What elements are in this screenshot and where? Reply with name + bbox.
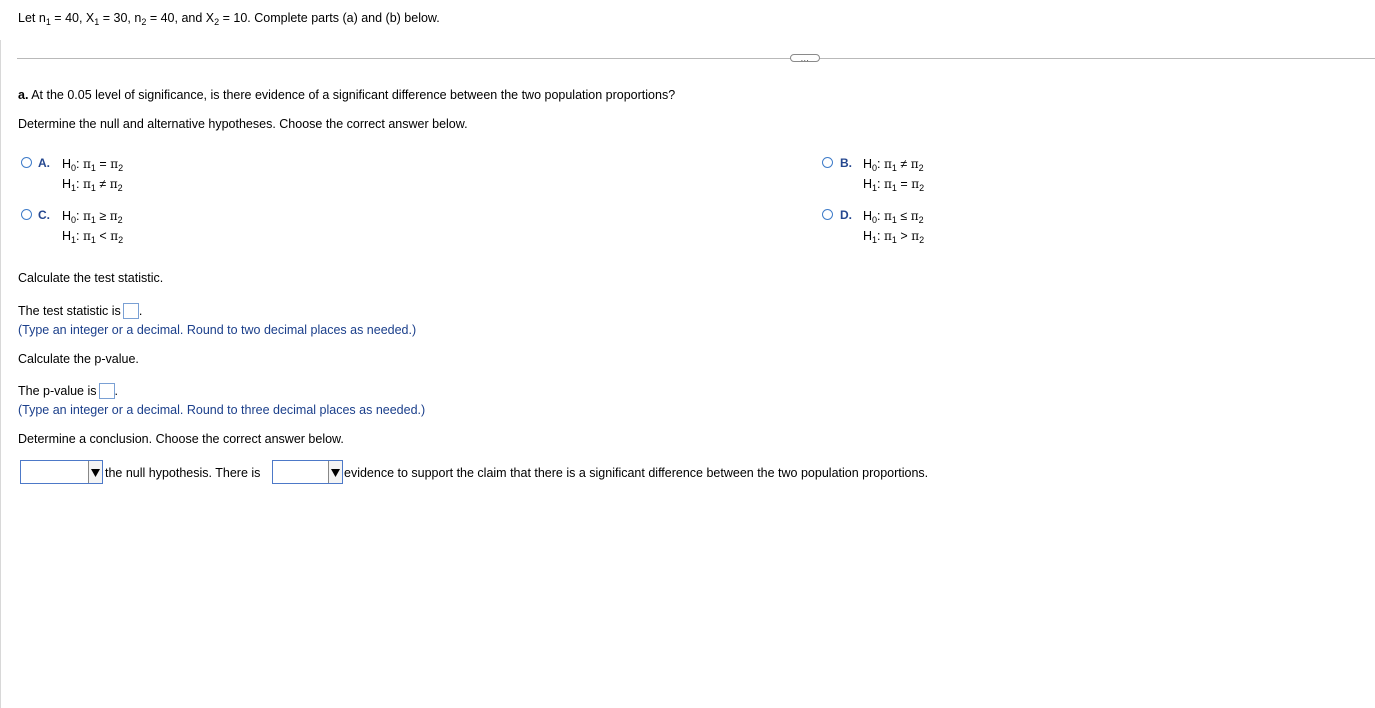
option-d-h0: $H_0$: $\pi_1 \le \pi_2$ (863, 209, 924, 225)
option-b-radio[interactable] (822, 157, 833, 168)
option-b-h1: $H_1$: $\pi_1 = \pi_2$ (863, 177, 925, 193)
option-a-h0: $H_0$: $\pi_1 = \pi_2$ (62, 157, 124, 173)
calc-p-value-label: Calculate the p-value. (18, 352, 139, 366)
problem-statement: Let $n_1 = 40$, $X_1 = 30$, $n_2 = 40$, and $X_2 = 10$. Complete parts (a) and (b) below. (18, 11, 440, 27)
test-stat-hint: (Type an integer or a decimal. Round to two decimal places as needed.) (18, 323, 417, 337)
option-c-h0: $H_0$: $\pi_1 \ge \pi_2$ (62, 209, 123, 225)
option-d-h1: $H_1$: $\pi_1 > \pi_2$ (863, 229, 925, 245)
option-a-radio[interactable] (21, 157, 32, 168)
test-stat-line: The test statistic is . (18, 304, 143, 318)
p-value-input[interactable] (99, 383, 115, 399)
option-d-radio[interactable] (822, 209, 833, 220)
p-value-hint: (Type an integer or a decimal. Round to three decimal places as needed.) (18, 403, 426, 417)
more-button[interactable]: … (790, 54, 820, 62)
option-d-letter: D. (840, 208, 852, 222)
option-c-h1: $H_1$: $\pi_1 < \pi_2$ (62, 229, 124, 245)
option-a-h1: $H_1$: $\pi_1 \ne \pi_2$ (62, 177, 123, 193)
evidence-dropdown[interactable] (272, 460, 343, 484)
part-a-question: a. At the 0.05 level of significance, is there evidence of a significant difference between the two population proportions? (18, 88, 676, 102)
p-value-line: The p-value is . (18, 384, 118, 398)
calc-test-stat-label: Calculate the test statistic. (18, 271, 164, 285)
test-stat-input[interactable] (123, 303, 139, 319)
chevron-down-icon (88, 461, 102, 483)
conclusion-instruction: Determine a conclusion. Choose the correct answer below. (18, 432, 344, 446)
conclusion-end-text: evidence to support the claim that there is a significant difference between the two population proportions. (344, 466, 929, 480)
hypothesis-instruction: Determine the null and alternative hypotheses. Choose the correct answer below. (18, 117, 468, 131)
left-border (0, 40, 1, 708)
section-divider (17, 58, 1375, 59)
conclusion-mid-text: the null hypothesis. There is (105, 466, 261, 480)
option-c-letter: C. (38, 208, 50, 222)
option-c-radio[interactable] (21, 209, 32, 220)
reject-decision-dropdown[interactable] (20, 460, 103, 484)
option-b-letter: B. (840, 156, 852, 170)
chevron-down-icon (328, 461, 342, 483)
option-b-h0: $H_0$: $\pi_1 \ne \pi_2$ (863, 157, 924, 173)
option-a-letter: A. (38, 156, 50, 170)
